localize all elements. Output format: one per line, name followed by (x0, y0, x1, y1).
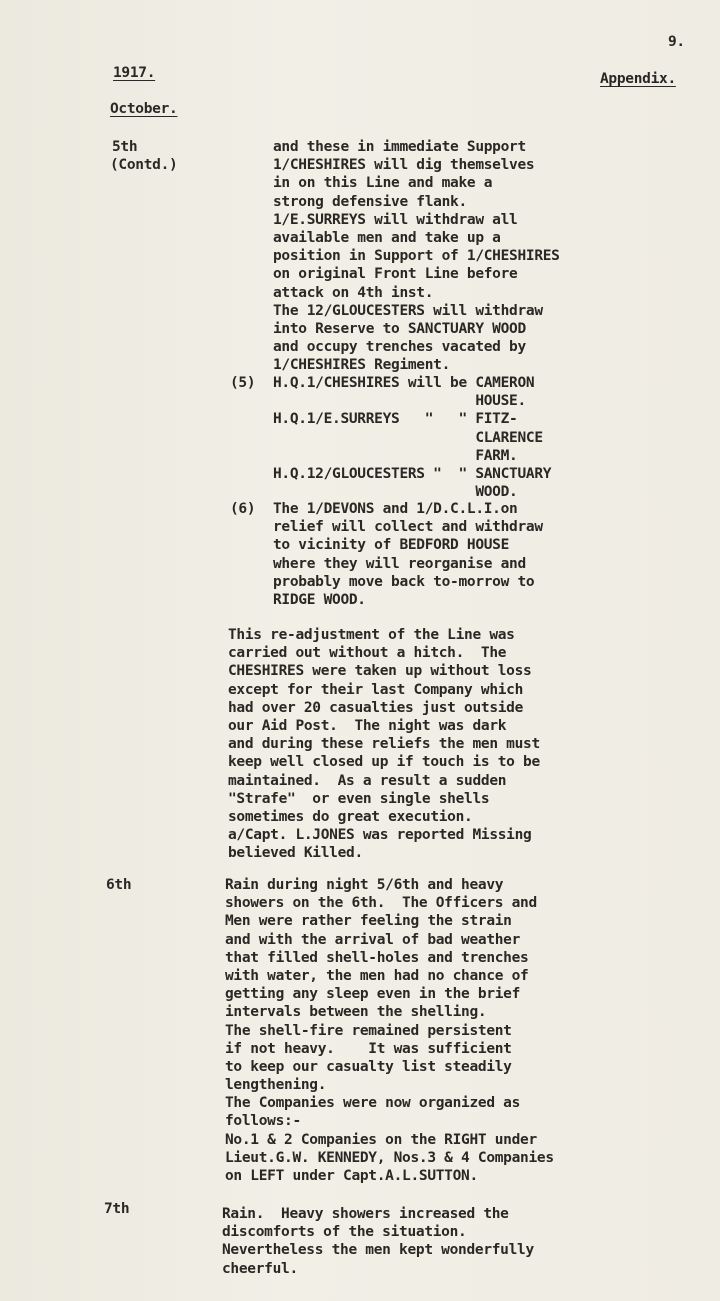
text-line: 1/CHESHIRES Regiment. (273, 357, 451, 374)
text-line: The 1/DEVONS and 1/D.C.L.I.on (273, 501, 518, 517)
text-line: H.Q.12/GLOUCESTERS " " SANCTUARY (273, 465, 552, 482)
text-line: position in Support of 1/CHESHIRES (273, 248, 560, 265)
text-line: Rain. Heavy showers increased the (222, 1206, 509, 1222)
text-line: carried out without a hitch. The (228, 645, 507, 662)
text-line: maintained. As a result a sudden (228, 772, 507, 789)
text-line: a/Capt. L.JONES was reported Missing (228, 827, 532, 844)
text-line: where they will reorganise and (273, 555, 526, 572)
text-line: sometimes do great execution. (228, 808, 473, 825)
month-heading: October. (110, 101, 178, 117)
text-line: This re-adjustment of the Line was (228, 627, 515, 643)
text-line: The 12/GLOUCESTERS will withdraw (273, 302, 543, 319)
text-line: keep well closed up if touch is to be (228, 754, 540, 771)
text-line: H.Q.1/CHESHIRES will be CAMERON (273, 375, 535, 391)
text-line: believed Killed. (228, 845, 363, 862)
text-line: and these in immediate Support (273, 139, 526, 155)
text-line: on LEFT under Capt.A.L.SUTTON. (225, 1168, 478, 1184)
text-line: if not heavy. It was sufficient (225, 1040, 512, 1057)
paragraph-intro (273, 138, 560, 374)
item-5-number: (5) (230, 375, 256, 391)
paragraph-7th (222, 1205, 534, 1278)
text-line: getting any sleep even in the brief (225, 986, 521, 1003)
text-line: No.1 & 2 Companies on the RIGHT under (225, 1131, 537, 1148)
appendix-heading: Appendix. (600, 71, 676, 87)
text-line: on original Front Line before (273, 266, 518, 283)
text-line: and with the arrival of bad weather (225, 931, 521, 948)
text-line: to vicinity of BEDFORD HOUSE (273, 537, 510, 554)
date-5th-contd: (Contd.) (110, 157, 178, 173)
text-line: available men and take up a (273, 229, 501, 246)
text-line: in on this Line and make a (273, 175, 493, 192)
text-line: follows:- (225, 1113, 301, 1130)
text-line: Nevertheless the men kept wonderfully (222, 1242, 534, 1259)
item-6-number: (6) (230, 501, 256, 517)
text-line: The shell-fire remained persistent (225, 1022, 512, 1039)
text-line: CHESHIRES were taken up without loss (228, 663, 532, 680)
text-line: Rain during night 5/6th and heavy (225, 877, 504, 893)
text-line: FARM. (273, 447, 518, 464)
text-line: and occupy trenches vacated by (273, 339, 526, 356)
text-line: Men were rather feeling the strain (225, 913, 512, 930)
text-line: The Companies were now organized as (225, 1095, 521, 1112)
item-6-text (273, 500, 543, 609)
text-line: with water, the men had no chance of (225, 967, 529, 984)
text-line: relief will collect and withdraw (273, 519, 543, 536)
paragraph-readjustment (228, 626, 540, 862)
text-line: strong defensive flank. (273, 193, 467, 210)
page-number: 9. (668, 34, 685, 50)
text-line: WOOD. (273, 484, 518, 501)
text-line: to keep our casualty list steadily (225, 1058, 512, 1075)
text-line: 1/CHESHIRES will dig themselves (273, 157, 535, 174)
text-line: except for their last Company which (228, 681, 524, 698)
text-line: that filled shell-holes and trenches (225, 949, 529, 966)
text-line: HOUSE. (273, 393, 526, 410)
text-line: our Aid Post. The night was dark (228, 717, 507, 734)
text-line: had over 20 casualties just outside (228, 699, 524, 716)
date-7th: 7th (104, 1201, 130, 1217)
text-line: Lieut.G.W. KENNEDY, Nos.3 & 4 Companies (225, 1149, 554, 1166)
text-line: attack on 4th inst. (273, 284, 434, 301)
text-line: probably move back to-morrow to (273, 573, 535, 590)
text-line: H.Q.1/E.SURREYS " " FITZ- (273, 411, 518, 428)
text-line: lengthening. (225, 1077, 327, 1094)
text-line: showers on the 6th. The Officers and (225, 895, 537, 912)
item-5-text (273, 374, 551, 501)
text-line: 1/E.SURREYS will withdraw all (273, 211, 518, 228)
year-heading: 1917. (113, 65, 156, 81)
date-6th: 6th (106, 877, 132, 893)
date-5th: 5th (112, 139, 138, 155)
text-line: CLARENCE (273, 429, 543, 446)
text-line: discomforts of the situation. (222, 1224, 467, 1241)
paragraph-6th (225, 876, 554, 1185)
text-line: "Strafe" or even single shells (228, 790, 490, 807)
text-line: cheerful. (222, 1260, 298, 1277)
text-line: into Reserve to SANCTUARY WOOD (273, 320, 526, 337)
text-line: intervals between the shelling. (225, 1004, 487, 1021)
text-line: RIDGE WOOD. (273, 591, 366, 608)
text-line: and during these reliefs the men must (228, 736, 540, 753)
